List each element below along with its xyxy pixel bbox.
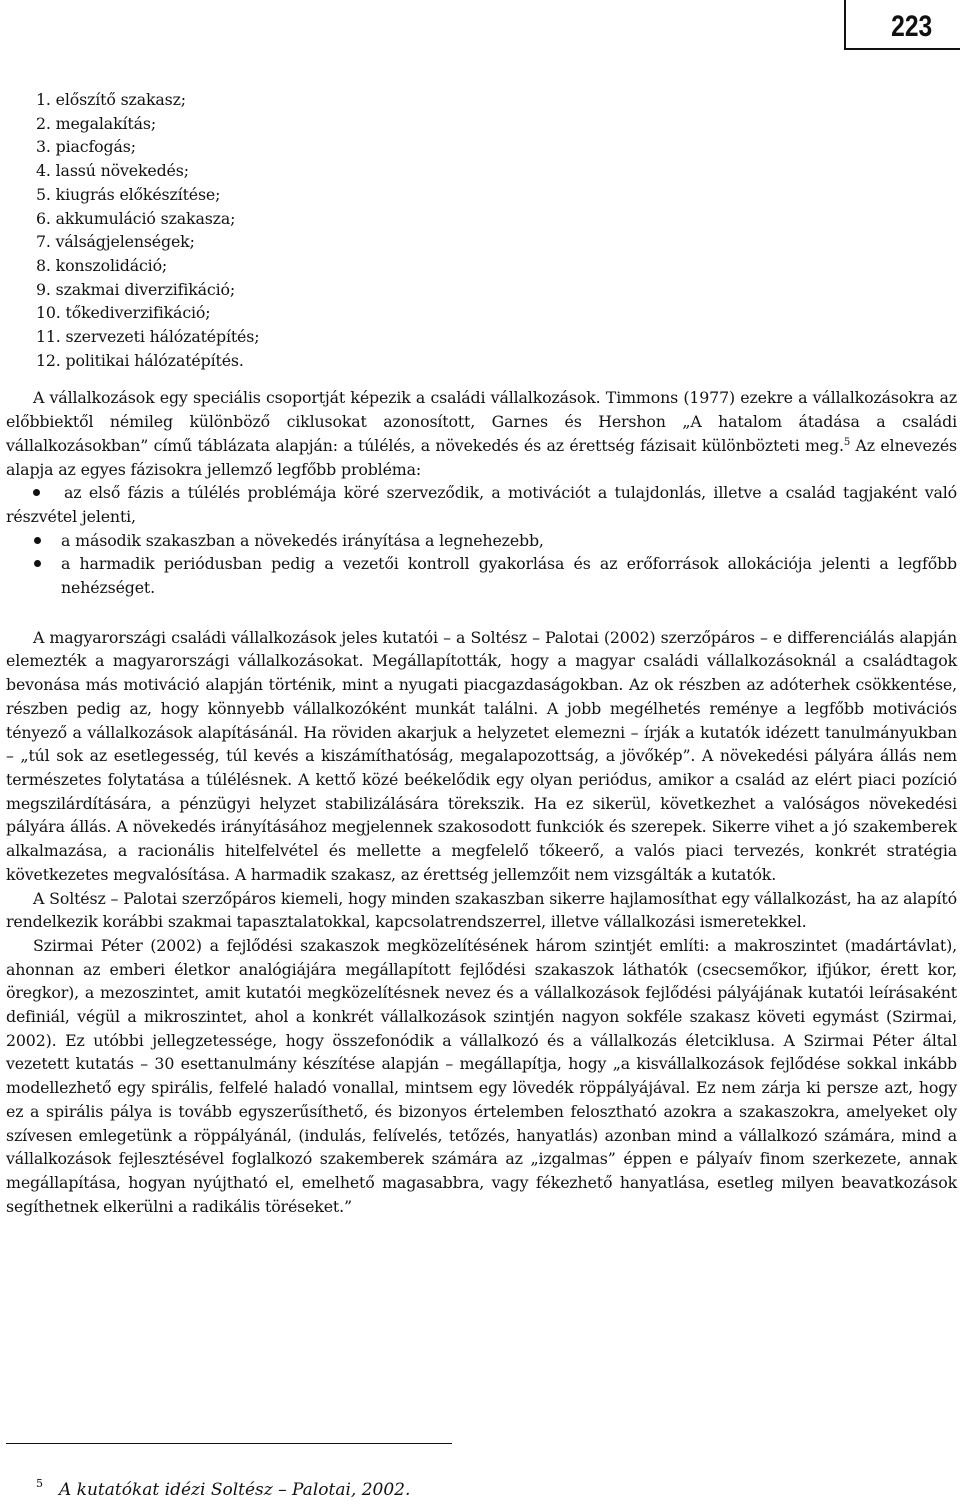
list-item: 2. megalakítás; <box>36 113 156 133</box>
list-item: 5. kiugrás előkészítése; <box>36 184 221 204</box>
paragraph-hungarian-research: A magyarországi családi vállalkozások jeles kutatói – a Soltész – Palotai (2002) szerzőpáros – e differenciálás alapján elemezték a magyarországi vállalkozásokat. Megállapították, hogy a magyar családi vállalkozásoknál a családtagok bevonása más motiváció alapján történik, mint a nyugati piacgazdaságokban. Az ok részben az adóterhek csökkentése, részben pedig az, hogy könnyebb vállalkozóként munkát találni. A jobb megélhetés reménye a legfőbb motivációs tényező a vállalkozások alapításánál. Ha röviden akarjuk a helyzetet elemezni – írják a kutatók idézett tanulmányukban – „túl sok az esetlegesség, túl kevés a kiszámíthatóság, megalapozottság, a jövőkép”. A növekedési pályára állás nem természetes folytatása a túlélésnek. A kettő közé beékelődik egy olyan periódus, amikor a család az elért piaci pozíció megszilárdítására, a pénzügyi helyzet stabilizálására törekszik. Ha ez sikerül, következhet a valóságos növekedési pályára állás. A növekedés irányításához megjelennek szakosodott funkciók és szerepek. Sikerre vihet a jó szakemberek alkalmazása, a racionális hitelfelvétel és mellette a megfelelő tőkeerő, a valós piaci tervezés, konkrét stratégia következetes megvalósítása. A harmadik szakasz, az érettség jellemzőit nem vizsgálták a kutatók. <box>6 627 957 884</box>
list-item: 12. politikai hálózatépítés. <box>36 350 244 370</box>
list-item <box>6 552 957 599</box>
list-item: 11. szervezeti hálózatépítés; <box>36 327 260 347</box>
footnote-divider <box>6 1443 452 1444</box>
page-number-box <box>844 0 960 50</box>
paragraph-family-business <box>6 386 957 481</box>
bullet-icon <box>34 537 41 544</box>
stage-list <box>6 88 957 372</box>
list-item: 7. válságjelenségek; <box>36 232 195 252</box>
bullet-icon <box>34 560 41 567</box>
page-number: 223 <box>891 10 933 43</box>
list-item <box>6 529 957 553</box>
main-text <box>6 88 957 1218</box>
paragraph-szirmai: Szirmai Péter (2002) a fejlődési szakaszok megközelítésének három szintjét említi: a makroszintet (madártávlat), ahonnan az emberi életkor analógiájára megállapított fejlődési szakaszok láthatók (csecsemőkor, ifjúkor, érett kor, öregkor), a mezoszintet, amit kutatói megközelítésnek nevez és a vállalkozások fejlődési pályájának kutatói leírásaként definiál, végül a mikroszintet, ahol a konkrét vállalkozások szintjén nagyon sokféle szakasz követi egymást (Szirmai, 2002). Ez utóbbi jellegzetessége, hogy összefonódik a vállalkozó és a vállalkozás életciklusa. A Szirmai Péter által vezetett kutatás – 30 esettanulmány készítése alapján – megállapítja, hogy „a kisvállalkozások fejlődése sokkal inkább modellezhető egy spirális, felfelé haladó vonallal, mintsem egy lövedék röppályájával. Ez nem zárja ki persze azt, hogy ez a spirális pálya is tovább egyszerűsíthető, és bizonyos értelemben felosztható azokra a szakaszokra, amelyeket oly szívesen emlegetünk a röppályánál, (indulás, felívelés, tetőzés, hanyatlás) azonban mind a vállalkozó számára, mind a vállalkozások fejlesztésével foglalkozó szakemberek számára az „izgalmas” éppen e pályaív finom szerkezete, annak megállapítása, hogyan nyújtható el, emelhető magasabbra, vagy fékezhető hanyatlása, esetleg milyen beavatkozások segíthetnek elkerülni a radikális töréseket.” <box>6 935 957 1216</box>
paragraph-text: Az elnevezés alapja az egyes fázisokra jellemző legfőbb probléma: <box>6 435 957 479</box>
bullet-text: a harmadik periódusban pedig a vezetői kontroll gyakorlása és az erőforrások allokációja jelenti a legfőbb nehézséget. <box>61 554 957 598</box>
list-item <box>6 481 957 528</box>
list-item: 6. akkumuláció szakasza; <box>36 208 236 228</box>
footnote <box>6 1478 906 1502</box>
list-item: 3. piacfogás; <box>36 137 136 157</box>
list-item: 8. konszolidáció; <box>36 255 168 275</box>
bullet-icon <box>33 489 40 496</box>
paragraph-soltesz-palotai: A Soltész – Palotai szerzőpáros kiemeli, hogy minden szakaszban sikerre hajlamosíthat egy vállalkozást, ha az alapító rendelkezik korábbi szakmai tapasztalatokkal, kapcsolatrendszerrel, illetve vállalkozási ismeretekkel. <box>6 888 957 932</box>
footnote-reference[interactable]: 5 <box>843 436 851 448</box>
footnote-mark: 5 <box>36 1477 43 1490</box>
footnote-text: A kutatókat idézi Soltész – Palotai, 2002. <box>59 1480 411 1500</box>
bullet-text: a második szakaszban a növekedés irányítása a legnehezebb, <box>61 530 544 550</box>
list-item: 4. lassú növekedés; <box>36 161 189 181</box>
bullet-text: az első fázis a túlélés problémája köré szerveződik, a motivációt a tulajdonlás, illetve a család tagjaként való részvétel jelenti, <box>6 483 957 526</box>
list-item: 10. tőkediverzifikáció; <box>36 303 211 323</box>
phase-bullet-list <box>6 481 957 600</box>
paragraph-text: A vállalkozások egy speciális csoportját képezik a családi vállalkozások. Timmons (1977) ezekre a vállalkozásokra az előbbiektől némileg különböző ciklusokat azonosított, Garnes és Hershon „A hatalom átadása a családi vállalkozásokban” című táblázata alapján: a túlélés, a növekedés és az érettség fázisait különbözteti meg. <box>6 388 957 455</box>
list-item: 1. előszítő szakasz; <box>36 90 186 109</box>
list-item: 9. szakmai diverzifikáció; <box>36 279 236 299</box>
